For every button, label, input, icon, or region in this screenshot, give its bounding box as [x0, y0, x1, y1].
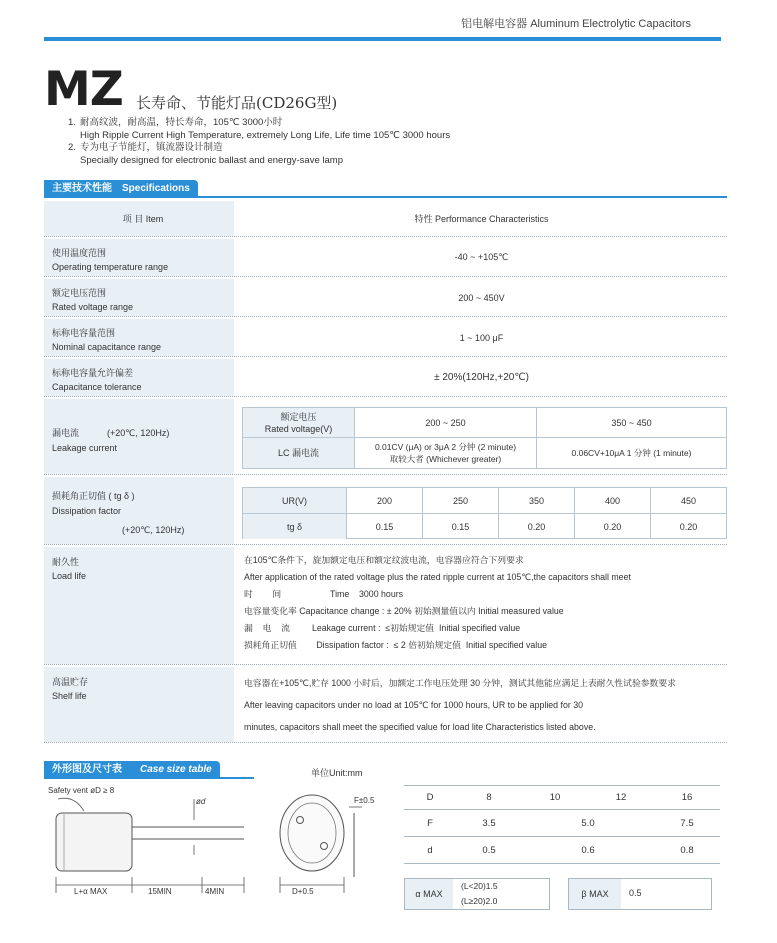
intro-item-en: High Ripple Current High Temperature, extremely Long Life, Life time 105℃ 3000 hours [80, 129, 451, 141]
lead-length-label: 15MIN [148, 887, 172, 896]
item-header: 项 目 Item [122, 214, 164, 224]
leakage-subtable: 额定电压 Rated voltage(V) 200 ~ 250 350 ~ 450 LC 漏电流 0.01CV (μA) or 3μA 2 分钟 (2 minute) 取较大者 (Whichever greater) 0.06CV+10μA 1 分钟 (1 minute) [242, 407, 727, 469]
spec-section-rule [44, 196, 727, 198]
spec-row: 标称电容量范围 Nominal capacitance range 1 ~ 100 μF [44, 319, 727, 357]
lead-diameter-label: ød [196, 797, 206, 806]
spec-value: 200 ~ 450V [458, 292, 505, 303]
characteristics-header: 特性 Performance Characteristics [414, 214, 549, 224]
lc-label: LC 漏电流 [243, 438, 355, 468]
dissipation-row: 损耗角正切值 ( tg δ ) Dissipation factor (+20℃, 120Hz) UR(V) tg δ 200 250 350 400 450 0.15 0.15 0.20 0.20 0.20 [44, 477, 727, 545]
spec-value: -40 ~ +105℃ [454, 252, 509, 262]
dissipation-subtable: UR(V) tg δ 200 250 350 400 450 0.15 0.15 0.20 0.20 0.20 [242, 487, 727, 539]
intro-list [68, 117, 450, 167]
beta-table: β MAX 0.5 [568, 878, 712, 910]
shelf-life-row: 高温贮存 Shelf life 电容器在+105℃,贮存 1000 小时后，加额定工作电压处理 30 分钟，测试其他能应满足上表耐久性试验参数要求 After leaving capacitors under no load at 105℃ for 1000 hours, UR to be applied for 30 minutes, capacitors shall meet the specified value for load lite Characteristics listed above. [44, 667, 727, 743]
spec-row: 标称电容量允许偏差 Capacitance tolerance ± 20%(120Hz,+20℃) [44, 359, 727, 397]
safety-vent-label: Safety vent øD ≥ 8 [48, 786, 115, 795]
lead-view [349, 807, 362, 877]
dim-row-lead: d 0.5 0.6 0.8 [404, 838, 720, 864]
length-label: L+α MAX [74, 887, 108, 896]
dim-row-d: D 8 10 12 16 [404, 786, 720, 810]
diameter-label: D+0.5 [292, 887, 314, 896]
spec-row: 使用温度范围 Operating temperature range -40 ~ +105℃ [44, 239, 727, 277]
load-life-row: 耐久性 Load life 在105℃条件下，旋加额定电压和额定纹波电流，电容器应符合下列要求 After application of the rated voltage plus the rated ripple current at 105℃,the capacitors shall meet 时 间 Time 3000 hours 电容量变化率 Capacitance change : ± 20% 初始测量值以内 Initial measured value 漏 电 流 Leakage current : ≤初始规定值 Initial specified value 损耗角正切值 Dissipation factor : ≤ 2 倍初始规定值 Initial specified value [44, 547, 727, 665]
spec-section-tab: 主要技术性能 Specifications [44, 180, 198, 197]
front-view [280, 795, 344, 893]
series-code: MZ [44, 62, 123, 117]
spec-header-row [44, 201, 727, 237]
lead-min-label: 4MIN [205, 887, 225, 896]
dim-row-f: F 3.5 5.0 7.5 [404, 811, 720, 837]
load-life-text: 在105℃条件下，旋加额定电压和额定纹波电流，电容器应符合下列要求 After application of the rated voltage plus the rated ripple current at 105℃,the capacitors shall meet 时 间 Time 3000 hours 电容量变化率 Capacitance change : ± 20% 初始测量值以内 Initial measured value 漏 电 流 Leakage current : ≤初始规定值 Initial specified value 损耗角正切值 Dissipation factor : ≤ 2 倍初始规定值 Initial specified value [244, 555, 631, 650]
case-section-tab: 外形图及尺寸表 Case size table [44, 761, 220, 778]
case-section-rule [44, 777, 254, 779]
document-header: 铝电解电容器 Aluminum Electrolytic Capacitors [461, 18, 691, 30]
spec-row: 额定电压范围 Rated voltage range 200 ~ 450V [44, 279, 727, 317]
alpha-table: α MAX (L<20)1.5 (L≥20)2.0 [404, 878, 550, 910]
spec-value: 1 ~ 100 μF [459, 332, 504, 343]
rated-voltage-range-1: 200 ~ 250 [355, 408, 537, 438]
leakage-formula-2: 0.06CV+10μA 1 分钟 (1 minute) [571, 448, 692, 458]
unit-label: 单位Unit:mm [311, 768, 363, 778]
series-subtitle: 长寿命、节能灯品(CD26G型) [136, 94, 338, 112]
header-rule [44, 37, 721, 41]
rated-voltage-range-2: 350 ~ 450 [537, 408, 726, 438]
intro-item: 2. 专为电子节能灯，镇流器设计制造 [68, 142, 223, 153]
intro-item-en: Specially designed for electronic ballast and energy-save lamp [80, 154, 343, 166]
intro-item: 1. 耐高纹波，耐高温，特长寿命，105℃ 3000小时 [68, 117, 283, 128]
lead-spacing-label: F±0.5 [354, 796, 375, 805]
spec-value: ± 20%(120Hz,+20℃) [434, 372, 529, 383]
dimension-table [404, 785, 720, 865]
side-view [56, 798, 244, 893]
leakage-row: 漏电流 (+20℃, 120Hz) Leakage current 额定电压 Rated voltage(V) 200 ~ 250 350 ~ 450 LC 漏电流 0.01CV (μA) or 3μA 2 分钟 (2 minute) 取较大者 (Whichever greater) 0.06CV+10μA 1 分钟 (1 minute) [44, 399, 727, 475]
shelf-life-text: 电容器在+105℃,贮存 1000 小时后，加额定工作电压处理 30 分钟，测试其他能应满足上表耐久性试验参数要求 After leaving capacitors under no load at 105℃ for 1000 hours, UR to be applied for 30 minutes, capacitors shall meet the specified value for load lite Characteristics listed above. [244, 678, 676, 732]
